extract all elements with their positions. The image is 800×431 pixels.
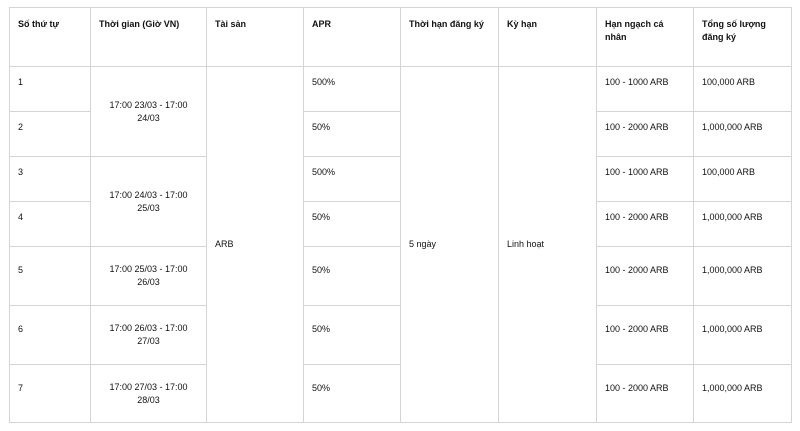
cell-no: 4 (10, 202, 91, 247)
header-term: Kỳ hạn (499, 8, 597, 67)
cell-apr: 50% (304, 112, 401, 157)
cell-quota: 100 - 2000 ARB (597, 202, 694, 247)
cell-quota: 100 - 2000 ARB (597, 247, 694, 306)
cell-time: 17:00 26/03 - 17:00 27/03 (91, 306, 207, 365)
header-personal-quota: Hạn ngạch cá nhân (597, 8, 694, 67)
cell-apr: 500% (304, 67, 401, 112)
header-total-quantity: Tổng số lượng đăng ký (694, 8, 792, 67)
cell-total: 1,000,000 ARB (694, 202, 792, 247)
header-time: Thời gian (Giờ VN) (91, 8, 207, 67)
cell-term: Linh hoạt (499, 67, 597, 423)
header-no: Số thứ tự (10, 8, 91, 67)
cell-no: 2 (10, 112, 91, 157)
cell-no: 7 (10, 365, 91, 423)
cell-registration-period: 5 ngày (401, 67, 499, 423)
table-row (10, 67, 792, 112)
cell-time: 17:00 24/03 - 17:00 25/03 (91, 157, 207, 247)
cell-no: 5 (10, 247, 91, 306)
cell-apr: 50% (304, 247, 401, 306)
header-registration-period: Thời hạn đăng ký (401, 8, 499, 67)
cell-total: 100,000 ARB (694, 157, 792, 202)
header-apr: APR (304, 8, 401, 67)
header-row (10, 8, 792, 67)
cell-apr: 500% (304, 157, 401, 202)
cell-quota: 100 - 2000 ARB (597, 365, 694, 423)
cell-total: 1,000,000 ARB (694, 112, 792, 157)
cell-time: 17:00 27/03 - 17:00 28/03 (91, 365, 207, 423)
cell-quota: 100 - 1000 ARB (597, 67, 694, 112)
cell-asset: ARB (207, 67, 304, 423)
cell-no: 1 (10, 67, 91, 112)
cell-quota: 100 - 2000 ARB (597, 112, 694, 157)
header-asset: Tài sản (207, 8, 304, 67)
cell-apr: 50% (304, 202, 401, 247)
cell-no: 6 (10, 306, 91, 365)
cell-total: 1,000,000 ARB (694, 365, 792, 423)
cell-total: 1,000,000 ARB (694, 306, 792, 365)
cell-quota: 100 - 2000 ARB (597, 306, 694, 365)
cell-time: 17:00 25/03 - 17:00 26/03 (91, 247, 207, 306)
cell-apr: 50% (304, 365, 401, 423)
cell-apr: 50% (304, 306, 401, 365)
cell-total: 100,000 ARB (694, 67, 792, 112)
staking-schedule-table (9, 7, 792, 423)
cell-total: 1,000,000 ARB (694, 247, 792, 306)
cell-quota: 100 - 1000 ARB (597, 157, 694, 202)
cell-no: 3 (10, 157, 91, 202)
cell-time: 17:00 23/03 - 17:00 24/03 (91, 67, 207, 157)
